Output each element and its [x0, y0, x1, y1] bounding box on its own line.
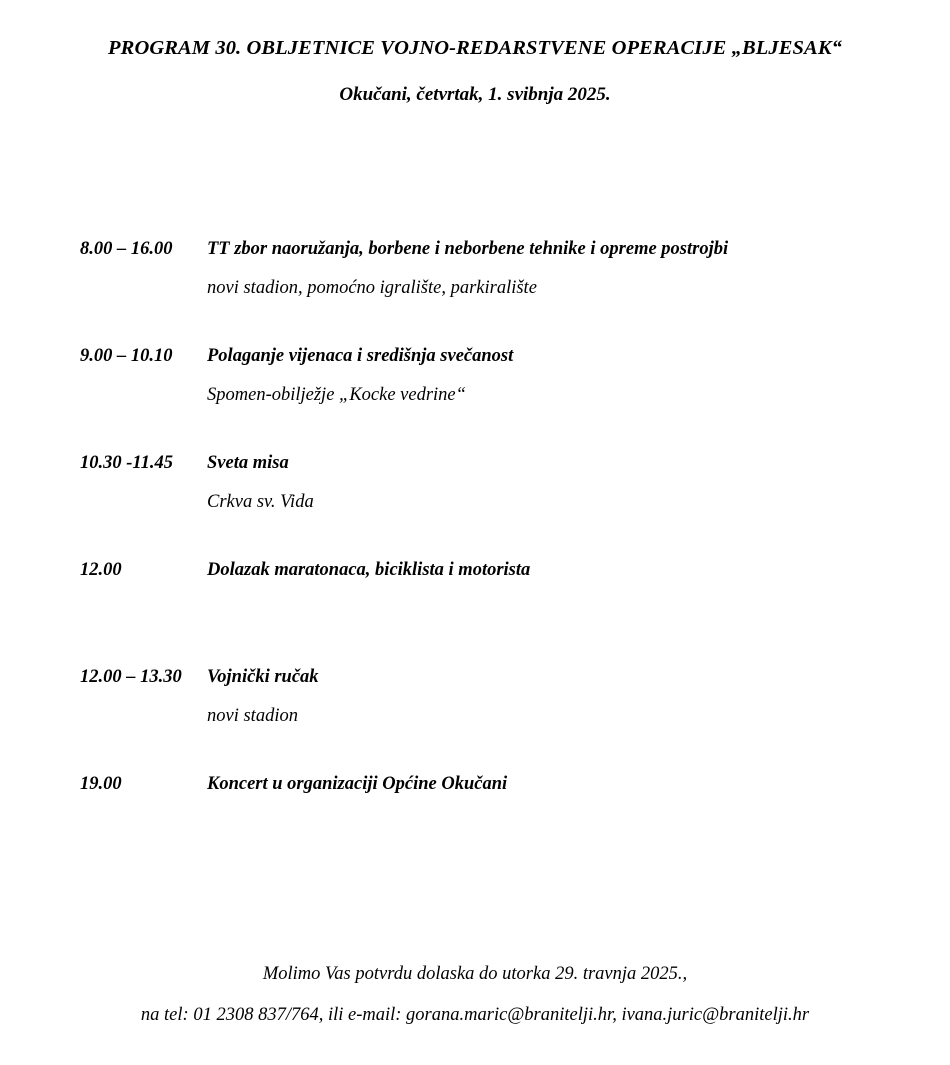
program-entry-title: TT zbor naoružanja, borbene i neborbene tehnike i opreme postrojbi: [207, 239, 729, 259]
program-entry-title: Koncert u organizaciji Općine Okučani: [207, 774, 508, 794]
program-entry: [0, 771, 950, 836]
program-entry-title: Polaganje vijenaca i središnja svečanost: [207, 346, 514, 366]
program-entry: [0, 664, 950, 729]
program-entry-location: Crkva sv. Vida: [207, 492, 314, 512]
program-entry-main: [0, 664, 950, 690]
program-entry-time: 12.00 – 13.30: [80, 667, 182, 687]
program-entry-time: 9.00 – 10.10: [80, 346, 173, 366]
footer-rsvp-note: Molimo Vas potvrdu dolaska do utorka 29. travnja 2025.,: [262, 964, 688, 984]
program-entry-main: [0, 343, 950, 369]
program-entry-main: [0, 557, 950, 583]
footer-contact-info: na tel: 01 2308 837/764, ili e-mail: gorana.maric@branitelji.hr, ivana.juric@branitelji.hr: [140, 1005, 810, 1026]
document-header: [0, 36, 950, 106]
program-entry: [0, 557, 950, 622]
program-entry-location: [207, 596, 950, 622]
program-entry: [0, 450, 950, 515]
program-entry-title: Sveta misa: [207, 453, 289, 473]
program-entry-title: Vojnički ručak: [207, 667, 319, 687]
program-entry-time: 12.00: [80, 560, 122, 580]
document-footer: [0, 962, 950, 1027]
program-entry-main: [0, 450, 950, 476]
program-entry-title: Dolazak maratonaca, biciklista i motorista: [207, 560, 531, 580]
program-entry-location: novi stadion: [207, 706, 298, 726]
program-entry-location: novi stadion, pomoćno igralište, parkiralište: [207, 278, 537, 298]
program-entry-location: Spomen-obilježje „Kocke vedrine“: [207, 385, 466, 405]
program-entry: [0, 343, 950, 408]
page-subtitle: Okučani, četvrtak, 1. svibnja 2025.: [339, 83, 611, 105]
program-entry-main: [0, 771, 950, 797]
program-entry-time: 8.00 – 16.00: [80, 239, 173, 259]
program-entry-location: [207, 810, 950, 836]
program-entry-main: [0, 236, 950, 262]
program-entry-time: 19.00: [80, 774, 122, 794]
program-schedule-list: [0, 236, 950, 836]
page-title: PROGRAM 30. OBLJETNICE VOJNO-REDARSTVENE OPERACIJE „BLJESAK“: [108, 37, 842, 59]
program-entry: [0, 236, 950, 301]
program-entry-time: 10.30 -11.45: [80, 453, 174, 473]
